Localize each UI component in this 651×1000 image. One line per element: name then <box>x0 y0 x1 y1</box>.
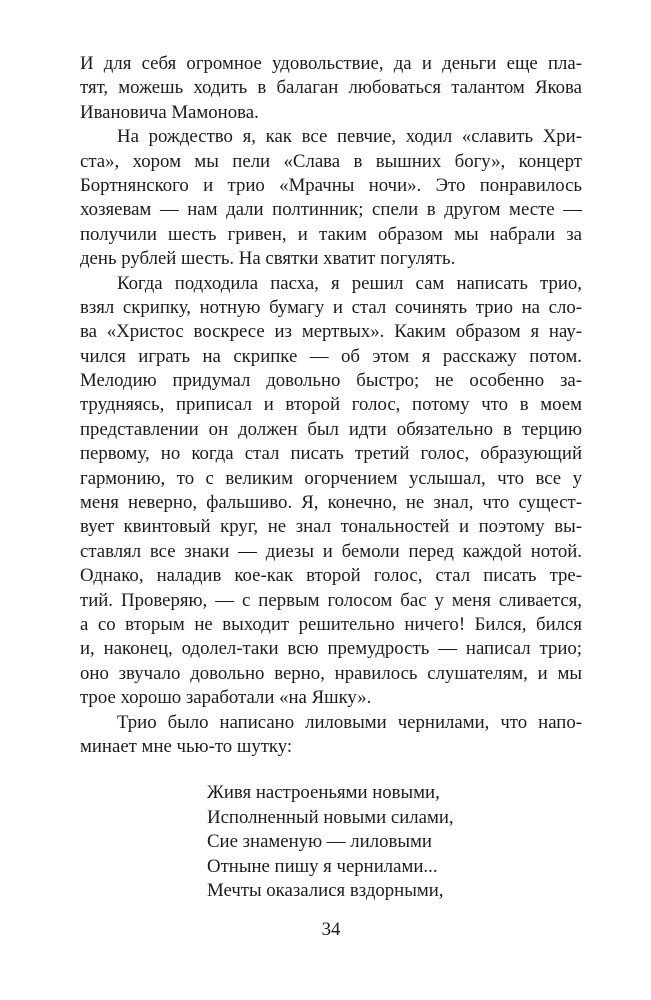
page-number: 34 <box>321 919 341 941</box>
paragraph <box>80 125 582 271</box>
text-line: Трио было написано лиловыми чернилами, что напо- <box>117 711 582 733</box>
body-paragraphs <box>80 52 582 759</box>
poem-line: Отныне пишу я чернилами... <box>207 855 438 877</box>
text-line: получили шесть гривен, и таким образом мы набрали за <box>80 223 582 245</box>
text-line: ва «Христос воскресе из мертвых». Каким образом я нау- <box>80 321 582 343</box>
text-line: Ивановича Мамонова. <box>80 101 259 123</box>
text-line: вует квинтовый круг, не знал тональностей и поэтому вы- <box>80 516 582 538</box>
text-line: ставлял все знаки — диезы и бемоли перед каждой нотой. <box>80 540 582 562</box>
text-line: чился играть на скрипке — об этом я расскажу потом. <box>80 345 582 367</box>
poem-line: Исполненный новыми силами, <box>207 806 454 828</box>
text-line: На рождество я, как все певчие, ходил «славить Хри- <box>117 126 582 148</box>
paragraph <box>80 272 582 711</box>
text-line: меня неверно, фальшиво. Я, конечно, не знал, что сущест- <box>80 492 582 514</box>
text-line: день рублей шесть. На святки хватит погулять. <box>80 248 456 270</box>
paragraph <box>80 52 582 125</box>
text-line: взял скрипку, нотную бумагу и стал сочинять трио на сло- <box>80 296 582 318</box>
text-line: первому, но когда стал писать третий голос, образующий <box>80 443 582 465</box>
text-line: представлении он должен был идти обязательно в терцию <box>80 418 582 440</box>
text-line: тий. Проверяю, — с первым голосом бас у меня сливается, <box>80 589 582 611</box>
text-line: Когда подходила пасха, я решил сам написать трио, <box>117 272 582 294</box>
poem-line: Мечты оказалися вздорными, <box>207 879 444 901</box>
text-line: и, наконец, одолел-таки всю премудрость — написал трио; <box>80 638 582 660</box>
text-line: ста», хором мы пели «Слава в вышних богу», концерт <box>80 150 582 172</box>
poem-block <box>207 781 582 903</box>
text-line: Мелодию придумал довольно быстро; не особенно за- <box>80 370 582 392</box>
text-line: минает мне чью-то шутку: <box>80 735 293 757</box>
text-line: И для себя огромное удовольствие, да и деньги еще пла- <box>80 53 582 74</box>
text-line: Бортнянского и трио «Мрачны ночи». Это понравилось <box>80 174 582 196</box>
text-line: Однако, наладив кое-как второй голос, стал писать тре- <box>80 565 582 587</box>
text-line: хозяевам — нам дали полтинник; спели в другом месте — <box>80 199 582 221</box>
text-block <box>80 52 582 943</box>
text-line: гармонию, то с великим огорчением услышал, что все у <box>80 467 582 489</box>
text-line: трое хорошо заработали «на Яшку». <box>80 687 372 709</box>
paragraph <box>80 711 582 760</box>
poem-line: Сие знаменую — лиловыми <box>207 831 432 853</box>
poem-line: Живя настроеньями новыми, <box>207 782 440 804</box>
text-line: тят, можешь ходить в балаган любоваться талантом Якова <box>80 77 582 99</box>
text-line: оно звучало довольно верно, нравилось слушателям, и мы <box>80 662 582 684</box>
text-line: а со вторым не выходит решительно ничего! Бился, бился <box>80 613 582 635</box>
text-line: трудняясь, приписал и второй голос, потому что в моем <box>80 394 582 416</box>
